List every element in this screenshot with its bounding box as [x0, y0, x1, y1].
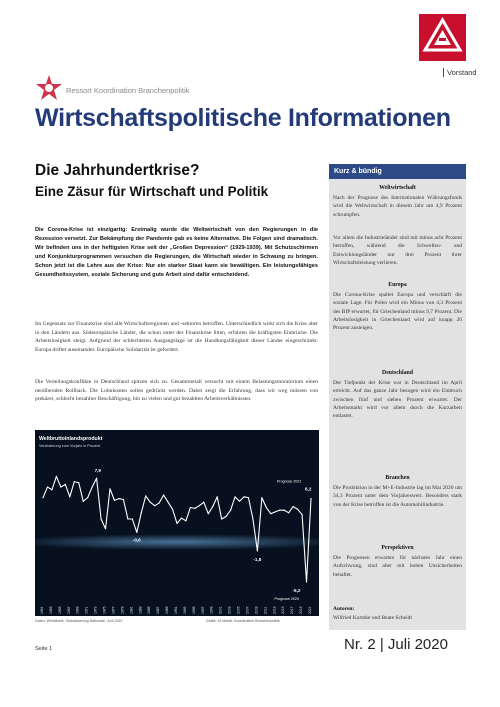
gdp-point-2021	[310, 498, 311, 499]
x-tick-label-1961: 1961	[40, 606, 44, 614]
gdp-chart	[35, 430, 319, 616]
sidebar-authors-label: Autoren:	[333, 606, 355, 612]
gdp-point-1961	[42, 497, 43, 498]
gdp-point-2006	[243, 496, 244, 497]
gdp-point-1975	[105, 528, 106, 529]
gdp-point-1982	[136, 532, 137, 533]
gdp-point-1969	[78, 482, 79, 483]
chart-title: Weltbruttoinlandsprodukt	[39, 436, 103, 442]
article-headline: Die Jahrhundertkrise?	[35, 162, 200, 179]
gdp-point-1972	[92, 486, 93, 487]
gdp-point-2018	[297, 509, 298, 510]
gdp-point-2007	[248, 497, 249, 498]
gdp-point-1977	[114, 500, 115, 501]
gdp-point-2014	[279, 510, 280, 511]
gdp-point-2015	[284, 510, 285, 511]
x-tick-label-2015: 2015	[281, 606, 286, 614]
issue-number: Nr. 2 | Juli 2020	[344, 636, 448, 653]
sidebar-title: Kurz & bündig	[329, 164, 466, 179]
x-tick-label-2011: 2011	[263, 606, 268, 614]
x-tick-label-1981: 1981	[129, 606, 134, 614]
x-tick-label-2021: 2021	[308, 606, 312, 614]
gdp-point-1962	[47, 486, 48, 487]
article-paragraph-2: Die Verteilungskonflikte in Deutschland spitzen sich zu. Gesamtmetall versucht mit einem Belastungsmoratorium einen neoliberalen Rollback. Die Lohnkosten sollen gedrückt werden. Dabei zeigt die Erfahrung, dass wir weg müssen von prekärer, schlecht bezahlter Beschäftigung, hin zu vielen und gut bezahlten Arbeitsverhältnissen.	[35, 379, 318, 403]
gdp-point-2008	[252, 518, 253, 519]
x-tick-label-1971: 1971	[84, 606, 89, 614]
gdp-point-1970	[83, 501, 84, 502]
sidebar-heading-deutschland: Deutschland	[382, 370, 413, 376]
x-tick-label-2005: 2005	[236, 606, 241, 614]
x-tick-label-2013: 2013	[272, 606, 277, 614]
gdp-point-1967	[69, 496, 70, 497]
gdp-point-2019	[301, 514, 302, 515]
gdp-point-1971	[87, 497, 88, 498]
gdp-point-1980	[127, 518, 128, 519]
gdp-point-2020	[306, 581, 307, 582]
chart-source-left: Daten: Worldbank, Globalisierung Nationale, Juni 2020	[35, 619, 123, 623]
x-tick-label-1993: 1993	[182, 606, 187, 614]
gdp-point-1998	[208, 513, 209, 514]
gdp-point-1999	[212, 506, 213, 507]
gdp-point-1987	[159, 502, 160, 503]
x-tick-label-1987: 1987	[156, 606, 161, 614]
chart-annotation-6: Prognose 2020	[274, 597, 299, 602]
gdp-point-2001	[221, 518, 222, 519]
x-tick-label-1983: 1983	[138, 606, 143, 614]
x-tick-label-2019: 2019	[299, 606, 304, 614]
x-tick-label-2009: 2009	[254, 606, 259, 614]
gdp-point-2012	[270, 513, 271, 514]
gdp-point-1978	[118, 498, 119, 499]
gdp-point-1965	[60, 486, 61, 487]
x-tick-label-1997: 1997	[200, 606, 205, 614]
x-tick-label-1991: 1991	[174, 606, 178, 614]
gdp-point-2005	[239, 501, 240, 502]
gdp-point-1966	[65, 484, 66, 485]
article-paragraph-1: Im Gegensatz zur Finanzkrise sind alle Wirtschaftsregionen und -sektoren betroffen. Unterschiedlich wirkt sich die Krise aber in den Ländern aus. Südeuropäische Länder, die schon unter der Finanzkrise litten, erfahren die kräftigsten Einbrüche. Die Arbeitslosigkeit steigt. Aufgrund der schlechteren Ausgangslage ist die Handlungsfähigkeit dieser Länder eingeschränkt. Europa driftet auseinander. Europäische Solidarität ist gefordert.	[35, 321, 318, 353]
sidebar-text-perspektiven: Die Prognosen erwarten für nächstes Jahr einen Aufschwung, sind aber mit hohen Unsicherheiten behaftet.	[333, 555, 462, 578]
gdp-point-1968	[74, 481, 75, 482]
gdp-point-1996	[199, 505, 200, 506]
vorstand-label: Vorstand	[443, 68, 477, 77]
x-tick-label-2017: 2017	[290, 606, 295, 614]
gdp-point-1997	[203, 502, 204, 503]
sidebar-heading-perspektiven: Perspektiven	[381, 545, 414, 551]
gdp-point-1989	[167, 502, 168, 503]
ressort-label: Ressort Koordination Branchenpolitik	[66, 86, 190, 95]
sidebar-text-industrielaender: Vor allem die Industrieländer sind mit minus acht Prozent betroffen, während die Schwellen- und Entwicklungsländer nur drei Prozent ihrer Wirtschaftsleistung verlieren.	[333, 235, 462, 266]
x-tick-label-1973: 1973	[93, 606, 98, 614]
chart-source-right: Grafik: IG Metall, Koordination Branchenpolitik	[206, 619, 280, 623]
x-tick-label-2003: 2003	[227, 606, 232, 614]
x-tick-label-1965: 1965	[57, 606, 62, 614]
chart-annotation-3: -0,6	[132, 537, 141, 543]
page-number: Seite 1	[35, 646, 53, 652]
article-subheadline: Eine Zäsur für Wirtschaft und Politik	[35, 184, 269, 199]
sidebar-text-deutschland: Der Tiefpunkt der Krise war in Deutschland im April erreicht. Auf das ganze Jahr bezogen wird ein Einbruch zwischen fünf und sieben Prozent erwartet. Der Arbeitsmarkt wird vor allem durch die Kurzarbeit entlastet.	[333, 380, 462, 420]
gdp-point-1983	[141, 512, 142, 513]
gdp-point-2011	[266, 507, 267, 508]
gdp-point-1988	[163, 494, 164, 495]
gdp-point-1981	[132, 518, 133, 519]
chart-annotation-5: Prognose 2021	[277, 479, 302, 484]
x-tick-label-1979: 1979	[120, 606, 125, 614]
gdp-point-1986	[154, 505, 155, 506]
x-tick-label-1999: 1999	[209, 606, 214, 614]
gdp-point-2017	[293, 506, 294, 507]
publication-title: Wirtschaftspolitische Informationen	[35, 104, 451, 132]
gdp-point-2016	[288, 512, 289, 513]
chart-annotation-1: -1,8	[253, 556, 262, 562]
gdp-point-1995	[194, 508, 195, 509]
x-tick-label-1989: 1989	[165, 606, 170, 614]
gdp-point-2009	[257, 550, 258, 551]
sidebar-heading-branchen: Branchen	[385, 475, 410, 481]
gdp-chart-svg	[35, 430, 319, 616]
sidebar-text-branchen: Die Produktion in der M+E-Industrie lag im Mai 2020 um 34,3 Prozent unter dem Vorjahreswert. Besonders stark von der Krise betroffen ist die Automobilindustrie.	[333, 485, 462, 508]
gdp-point-2010	[261, 497, 262, 498]
gdp-point-1985	[150, 502, 151, 503]
sidebar-authors: Wilfried Kurtzke und Beate Scheidt	[333, 615, 412, 621]
article-lead: Die Corona-Krise ist einzigartig: Erstmalig wurde die Weltwirtschaft von den Regierungen in die Rezession versetzt. Zur Bekämpfung der Pandemie gab es keine Alternative. Die Folgen sind dramatisch. Wir befinden uns in der heftigsten Krise seit der „Großen Depression“ (1929-1939). Mit Schutzschirmen und Konjunkturprogrammen versuchen die Regierungen, die Wirtschaft wieder in Schwung zu bringen. Schon jetzt ist die Lehre aus der Krise: Nur ein starker Staat kann sie bewältigen. Ein leistungsfähiges Gesundheitssystem, soziale Sicherung und gute Arbeit sind dafür entscheidend.	[35, 227, 318, 278]
gdp-point-2002	[226, 516, 227, 517]
x-tick-label-1963: 1963	[48, 606, 53, 614]
gdp-point-1990	[172, 509, 173, 510]
chart-annotation-0: 7,9	[94, 468, 101, 474]
x-tick-label-1967: 1967	[66, 606, 71, 614]
chart-annotation-2: -5,2	[292, 588, 301, 594]
x-tick-label-1985: 1985	[147, 606, 152, 614]
x-tick-label-1975: 1975	[102, 606, 107, 614]
gdp-point-1964	[56, 476, 57, 477]
sidebar-heading-weltwirtschaft: Weltwirtschaft	[379, 185, 416, 191]
chart-subtitle: Veränderung zum Vorjahr in Prozent	[39, 444, 101, 448]
gdp-point-1991	[176, 523, 177, 524]
gdp-point-1994	[190, 507, 191, 508]
gdp-point-1976	[109, 488, 110, 489]
gdp-point-1979	[123, 499, 124, 500]
chart-annotation-4: 6,2	[305, 486, 312, 492]
gdp-point-2013	[275, 511, 276, 512]
gdp-point-1974	[100, 518, 101, 519]
sidebar-text-europa: Die Corona-Krise spaltet Europa und verschärft die soziale Lage. Für Polen wird ein Minus von 4,3 Prozent des BIP erwartet, für Griechenland minus 9,7 Prozent. Die Arbeitslosigkeit in Griechenland wird auf knapp 20 Prozent ansteigen.	[333, 292, 462, 332]
gdp-point-2003	[230, 510, 231, 511]
gdp-point-1984	[145, 495, 146, 496]
x-tick-label-1977: 1977	[111, 606, 116, 614]
ig-metall-logo	[419, 14, 466, 61]
gdp-point-2004	[234, 496, 235, 497]
gdp-point-1992	[181, 518, 182, 519]
x-tick-label-1995: 1995	[191, 606, 196, 614]
gdp-point-1963	[51, 489, 52, 490]
x-tick-label-2001: 2001	[218, 606, 223, 614]
gdp-point-1973	[96, 478, 97, 479]
gdp-point-2000	[217, 496, 218, 497]
x-tick-label-1969: 1969	[75, 606, 80, 614]
sidebar-heading-europa: Europa	[388, 282, 407, 288]
gdp-point-1993	[185, 520, 186, 521]
x-tick-label-2007: 2007	[245, 606, 250, 614]
sidebar-text-weltwirtschaft: Nach der Prognose des Internationalen Währungsfonds wird die Weltwirtschaft in diesem Jahr um 4,9 Prozent schrumpfen.	[333, 195, 462, 218]
star-splash-icon	[35, 74, 63, 102]
